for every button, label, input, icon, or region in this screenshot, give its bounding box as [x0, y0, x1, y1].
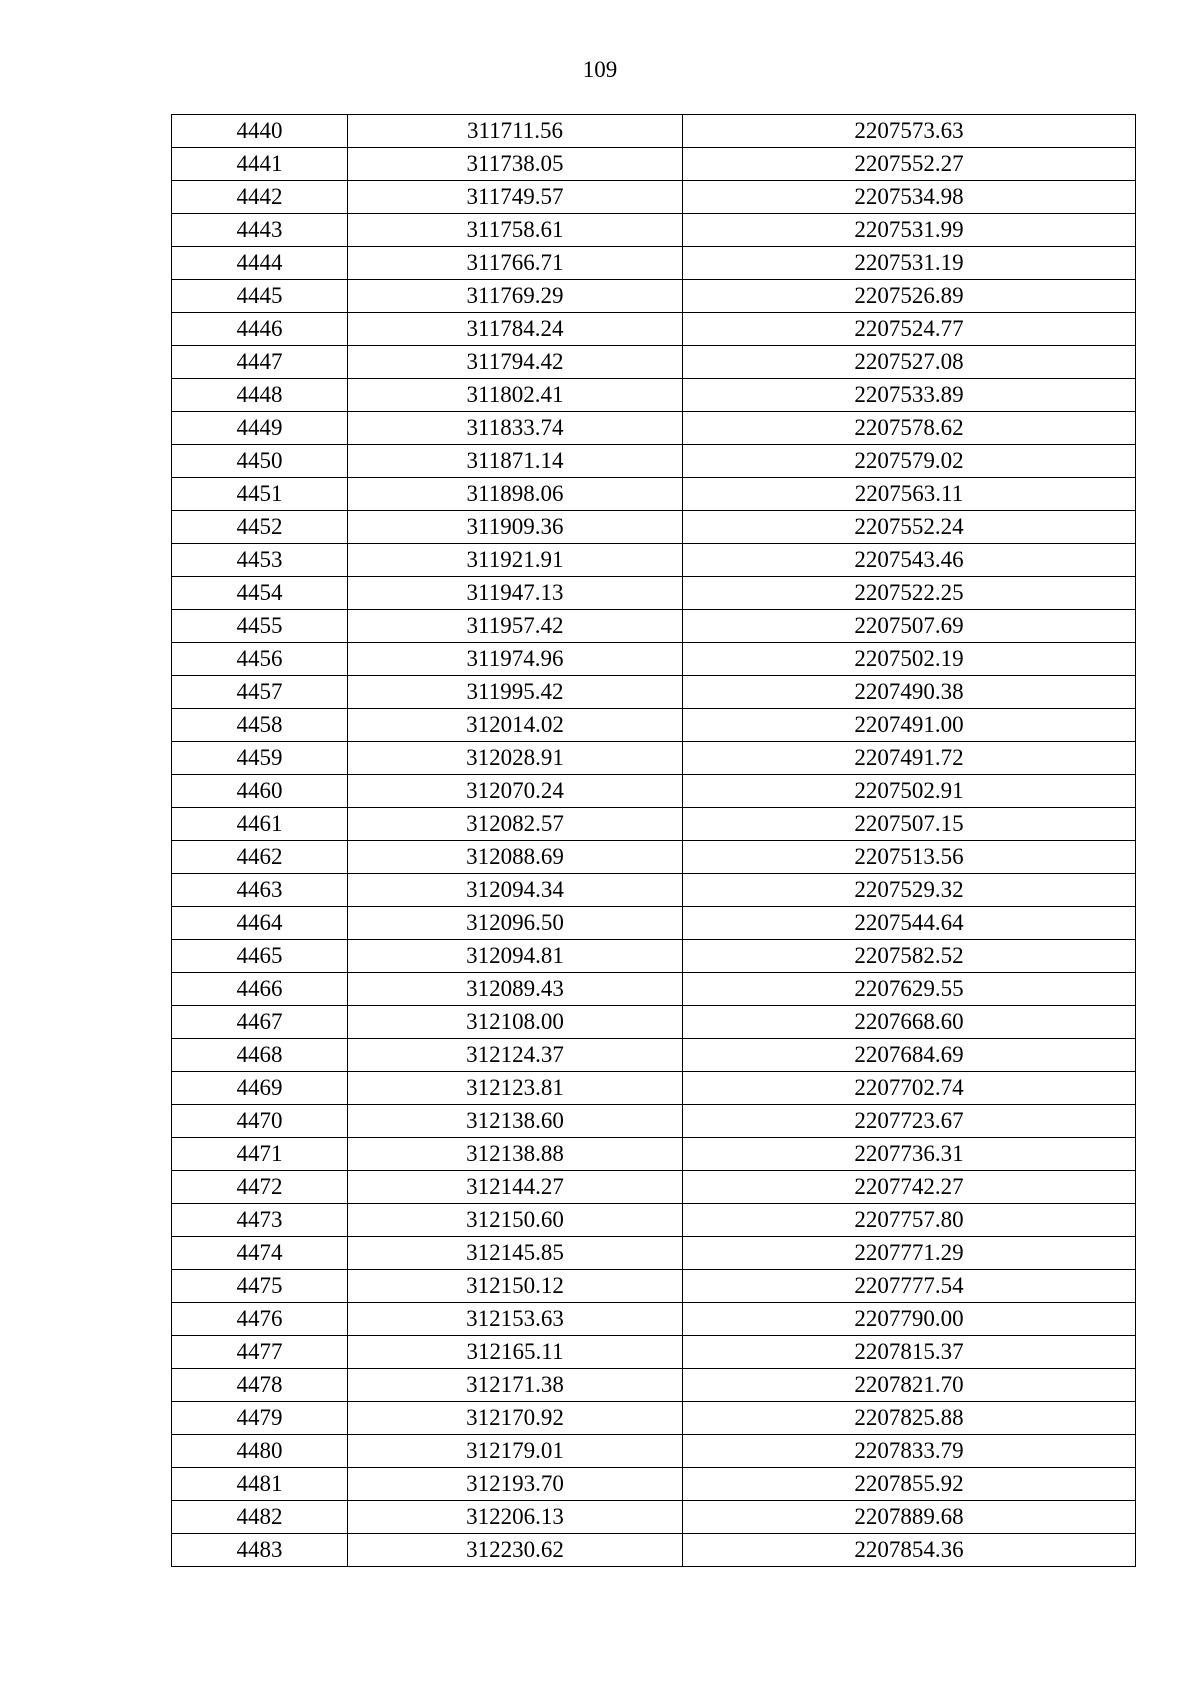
point-number-cell: 4440: [172, 115, 348, 148]
table-row: [172, 1435, 1136, 1468]
x-coordinate-cell: 312094.34: [348, 874, 683, 907]
table-row: [172, 148, 1136, 181]
x-coordinate-cell: 312088.69: [348, 841, 683, 874]
table-row: [172, 214, 1136, 247]
x-coordinate-cell: 312082.57: [348, 808, 683, 841]
point-number-cell: 4461: [172, 808, 348, 841]
y-coordinate-cell: 2207527.08: [683, 346, 1136, 379]
point-number-cell: 4474: [172, 1237, 348, 1270]
x-coordinate-cell: 312138.88: [348, 1138, 683, 1171]
y-coordinate-cell: 2207790.00: [683, 1303, 1136, 1336]
table-row: [172, 709, 1136, 742]
point-number-cell: 4479: [172, 1402, 348, 1435]
point-number-cell: 4450: [172, 445, 348, 478]
x-coordinate-cell: 311766.71: [348, 247, 683, 280]
page-number: 109: [582, 57, 618, 82]
y-coordinate-cell: 2207668.60: [683, 1006, 1136, 1039]
point-number-cell: 4470: [172, 1105, 348, 1138]
table-row: [172, 1270, 1136, 1303]
point-number-cell: 4453: [172, 544, 348, 577]
point-number-cell: 4472: [172, 1171, 348, 1204]
table-row: [172, 1138, 1136, 1171]
table-row: [172, 1204, 1136, 1237]
point-number-cell: 4483: [172, 1534, 348, 1567]
x-coordinate-cell: 311738.05: [348, 148, 683, 181]
table-row: [172, 478, 1136, 511]
point-number-cell: 4458: [172, 709, 348, 742]
table-row: [172, 511, 1136, 544]
y-coordinate-cell: 2207573.63: [683, 115, 1136, 148]
table-row: [172, 1534, 1136, 1567]
x-coordinate-cell: 312124.37: [348, 1039, 683, 1072]
table-row: [172, 973, 1136, 1006]
y-coordinate-cell: 2207529.32: [683, 874, 1136, 907]
table-row: [172, 1237, 1136, 1270]
table-row: [172, 115, 1136, 148]
y-coordinate-cell: 2207502.19: [683, 643, 1136, 676]
table-row: [172, 610, 1136, 643]
y-coordinate-cell: 2207531.19: [683, 247, 1136, 280]
coordinates-table: [171, 114, 1136, 1567]
y-coordinate-cell: 2207702.74: [683, 1072, 1136, 1105]
x-coordinate-cell: 311871.14: [348, 445, 683, 478]
table-row: [172, 1336, 1136, 1369]
y-coordinate-cell: 2207629.55: [683, 973, 1136, 1006]
y-coordinate-cell: 2207578.62: [683, 412, 1136, 445]
point-number-cell: 4476: [172, 1303, 348, 1336]
y-coordinate-cell: 2207815.37: [683, 1336, 1136, 1369]
point-number-cell: 4444: [172, 247, 348, 280]
x-coordinate-cell: 312145.85: [348, 1237, 683, 1270]
y-coordinate-cell: 2207723.67: [683, 1105, 1136, 1138]
y-coordinate-cell: 2207531.99: [683, 214, 1136, 247]
point-number-cell: 4451: [172, 478, 348, 511]
table-row: [172, 412, 1136, 445]
table-row: [172, 808, 1136, 841]
table-row: [172, 742, 1136, 775]
point-number-cell: 4446: [172, 313, 348, 346]
x-coordinate-cell: 312094.81: [348, 940, 683, 973]
x-coordinate-cell: 312153.63: [348, 1303, 683, 1336]
table-row: [172, 247, 1136, 280]
table-row: [172, 1072, 1136, 1105]
x-coordinate-cell: 311947.13: [348, 577, 683, 610]
x-coordinate-cell: 312193.70: [348, 1468, 683, 1501]
y-coordinate-cell: 2207821.70: [683, 1369, 1136, 1402]
y-coordinate-cell: 2207825.88: [683, 1402, 1136, 1435]
x-coordinate-cell: 311898.06: [348, 478, 683, 511]
table-row: [172, 445, 1136, 478]
y-coordinate-cell: 2207757.80: [683, 1204, 1136, 1237]
point-number-cell: 4462: [172, 841, 348, 874]
point-number-cell: 4447: [172, 346, 348, 379]
table-row: [172, 1006, 1136, 1039]
y-coordinate-cell: 2207854.36: [683, 1534, 1136, 1567]
x-coordinate-cell: 312070.24: [348, 775, 683, 808]
y-coordinate-cell: 2207490.38: [683, 676, 1136, 709]
table-row: [172, 379, 1136, 412]
point-number-cell: 4482: [172, 1501, 348, 1534]
x-coordinate-cell: 312170.92: [348, 1402, 683, 1435]
y-coordinate-cell: 2207491.00: [683, 709, 1136, 742]
y-coordinate-cell: 2207771.29: [683, 1237, 1136, 1270]
y-coordinate-cell: 2207491.72: [683, 742, 1136, 775]
point-number-cell: 4448: [172, 379, 348, 412]
point-number-cell: 4445: [172, 280, 348, 313]
y-coordinate-cell: 2207543.46: [683, 544, 1136, 577]
x-coordinate-cell: 312150.60: [348, 1204, 683, 1237]
point-number-cell: 4456: [172, 643, 348, 676]
table-row: [172, 643, 1136, 676]
x-coordinate-cell: 312165.11: [348, 1336, 683, 1369]
x-coordinate-cell: 312108.00: [348, 1006, 683, 1039]
x-coordinate-cell: 312150.12: [348, 1270, 683, 1303]
point-number-cell: 4478: [172, 1369, 348, 1402]
x-coordinate-cell: 312028.91: [348, 742, 683, 775]
point-number-cell: 4471: [172, 1138, 348, 1171]
point-number-cell: 4475: [172, 1270, 348, 1303]
table-row: [172, 1402, 1136, 1435]
x-coordinate-cell: 312089.43: [348, 973, 683, 1006]
y-coordinate-cell: 2207552.24: [683, 511, 1136, 544]
table-row: [172, 1303, 1136, 1336]
y-coordinate-cell: 2207552.27: [683, 148, 1136, 181]
x-coordinate-cell: 311711.56: [348, 115, 683, 148]
point-number-cell: 4480: [172, 1435, 348, 1468]
x-coordinate-cell: 311995.42: [348, 676, 683, 709]
point-number-cell: 4449: [172, 412, 348, 445]
x-coordinate-cell: 311758.61: [348, 214, 683, 247]
y-coordinate-cell: 2207579.02: [683, 445, 1136, 478]
point-number-cell: 4442: [172, 181, 348, 214]
point-number-cell: 4469: [172, 1072, 348, 1105]
point-number-cell: 4463: [172, 874, 348, 907]
y-coordinate-cell: 2207524.77: [683, 313, 1136, 346]
table-row: [172, 1369, 1136, 1402]
point-number-cell: 4464: [172, 907, 348, 940]
coordinates-table-body: [172, 115, 1136, 1567]
x-coordinate-cell: 312230.62: [348, 1534, 683, 1567]
x-coordinate-cell: 312144.27: [348, 1171, 683, 1204]
x-coordinate-cell: 311794.42: [348, 346, 683, 379]
point-number-cell: 4473: [172, 1204, 348, 1237]
y-coordinate-cell: 2207533.89: [683, 379, 1136, 412]
point-number-cell: 4454: [172, 577, 348, 610]
table-row: [172, 280, 1136, 313]
point-number-cell: 4455: [172, 610, 348, 643]
table-row: [172, 907, 1136, 940]
y-coordinate-cell: 2207855.92: [683, 1468, 1136, 1501]
point-number-cell: 4441: [172, 148, 348, 181]
x-coordinate-cell: 312206.13: [348, 1501, 683, 1534]
y-coordinate-cell: 2207522.25: [683, 577, 1136, 610]
point-number-cell: 4481: [172, 1468, 348, 1501]
table-row: [172, 1501, 1136, 1534]
x-coordinate-cell: 311749.57: [348, 181, 683, 214]
y-coordinate-cell: 2207742.27: [683, 1171, 1136, 1204]
y-coordinate-cell: 2207544.64: [683, 907, 1136, 940]
table-row: [172, 775, 1136, 808]
table-row: [172, 1171, 1136, 1204]
x-coordinate-cell: 311921.91: [348, 544, 683, 577]
x-coordinate-cell: 312014.02: [348, 709, 683, 742]
point-number-cell: 4467: [172, 1006, 348, 1039]
x-coordinate-cell: 311784.24: [348, 313, 683, 346]
x-coordinate-cell: 312179.01: [348, 1435, 683, 1468]
point-number-cell: 4477: [172, 1336, 348, 1369]
y-coordinate-cell: 2207534.98: [683, 181, 1136, 214]
table-row: [172, 577, 1136, 610]
y-coordinate-cell: 2207563.11: [683, 478, 1136, 511]
point-number-cell: 4457: [172, 676, 348, 709]
y-coordinate-cell: 2207736.31: [683, 1138, 1136, 1171]
x-coordinate-cell: 312171.38: [348, 1369, 683, 1402]
x-coordinate-cell: 311909.36: [348, 511, 683, 544]
table-row: [172, 841, 1136, 874]
y-coordinate-cell: 2207526.89: [683, 280, 1136, 313]
table-row: [172, 1468, 1136, 1501]
point-number-cell: 4468: [172, 1039, 348, 1072]
y-coordinate-cell: 2207684.69: [683, 1039, 1136, 1072]
table-row: [172, 544, 1136, 577]
y-coordinate-cell: 2207507.15: [683, 808, 1136, 841]
x-coordinate-cell: 312138.60: [348, 1105, 683, 1138]
table-row: [172, 313, 1136, 346]
table-row: [172, 181, 1136, 214]
point-number-cell: 4465: [172, 940, 348, 973]
table-row: [172, 676, 1136, 709]
x-coordinate-cell: 311769.29: [348, 280, 683, 313]
x-coordinate-cell: 312123.81: [348, 1072, 683, 1105]
point-number-cell: 4459: [172, 742, 348, 775]
x-coordinate-cell: 311974.96: [348, 643, 683, 676]
y-coordinate-cell: 2207502.91: [683, 775, 1136, 808]
y-coordinate-cell: 2207507.69: [683, 610, 1136, 643]
x-coordinate-cell: 311802.41: [348, 379, 683, 412]
y-coordinate-cell: 2207582.52: [683, 940, 1136, 973]
table-row: [172, 1039, 1136, 1072]
point-number-cell: 4443: [172, 214, 348, 247]
x-coordinate-cell: 312096.50: [348, 907, 683, 940]
table-row: [172, 874, 1136, 907]
table-row: [172, 346, 1136, 379]
y-coordinate-cell: 2207513.56: [683, 841, 1136, 874]
x-coordinate-cell: 311957.42: [348, 610, 683, 643]
point-number-cell: 4452: [172, 511, 348, 544]
x-coordinate-cell: 311833.74: [348, 412, 683, 445]
y-coordinate-cell: 2207833.79: [683, 1435, 1136, 1468]
point-number-cell: 4460: [172, 775, 348, 808]
point-number-cell: 4466: [172, 973, 348, 1006]
table-row: [172, 940, 1136, 973]
table-row: [172, 1105, 1136, 1138]
y-coordinate-cell: 2207889.68: [683, 1501, 1136, 1534]
y-coordinate-cell: 2207777.54: [683, 1270, 1136, 1303]
